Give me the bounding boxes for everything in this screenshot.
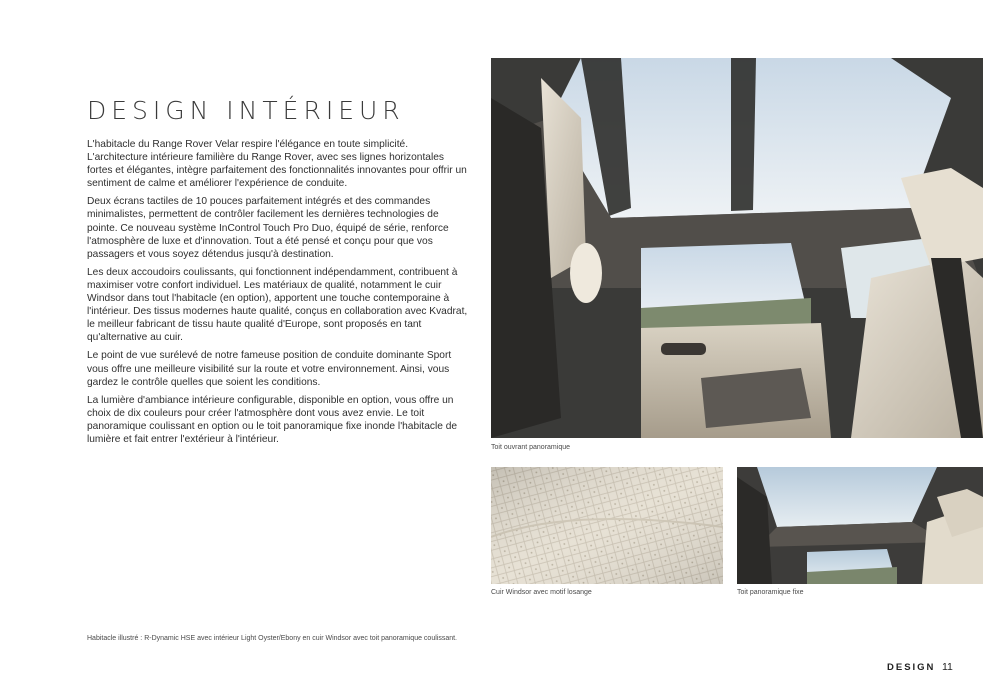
page-number: 11 — [942, 661, 953, 673]
body-text — [87, 138, 469, 451]
paragraph: Deux écrans tactiles de 10 pouces parfaitement intégrés et des commandes minimalistes, permettent de contrôler facilement les dernières technologies de pointe. Ce nouveau système InControl Touch Pro Duo, équipé de série, renforce l'atmosphère de luxe et d'innovation. Tout a été pensé et conçu pour que vos passagers et vous soyez détendus jusqu'à destination. — [87, 196, 449, 260]
footer-section-label: DESIGN — [887, 662, 936, 673]
panoramic-roof-photo — [491, 58, 983, 438]
footnote: Habitacle illustré : R-Dynamic HSE avec intérieur Light Oyster/Ebony en cuir Windsor avec toit panoramique coulissant. — [87, 635, 457, 642]
main-photo-caption: Toit ouvrant panoramique — [491, 444, 570, 451]
fixed-roof-photo — [737, 467, 983, 584]
leather-photo-caption: Cuir Windsor avec motif losange — [491, 589, 592, 596]
paragraph: La lumière d'ambiance intérieure configurable, disponible en option, vous offre un choix de dix couleurs pour créer l'atmosphère dont vous avez envie. Le toit panoramique coulissant en option ou le toit panoramique fixe inonde l'habitacle de lumière et fait entrer l'extérieur à l'intérieur. — [87, 394, 458, 445]
fixed-roof-photo-caption: Toit panoramique fixe — [737, 589, 804, 596]
paragraph: L'habitacle du Range Rover Velar respire l'élégance en toute simplicité. L'architecture intérieure familière du Range Rover, avec ses lignes horizontales fortes et élégantes, intègre parfaitement des fonctionnalités innovantes pour offrir un sentiment de calme et améliorer l'expérience de conduite. — [87, 139, 467, 190]
paragraph: Les deux accoudoirs coulissants, qui fonctionnent indépendamment, contribuent à maximiser votre confort individuel. Les matériaux de qualité, notamment le cuir Windsor dans tout l'habitacle (en option), apportent une touche contemporaine à l'intérieur. Des tissus modernes haute qualité, conçus en collaboration avec Kvadrat, le meilleur fabricant de tissu haute qualité d'Europe, sont proposés en tant qu'alternative au cuir. — [87, 266, 468, 344]
page-title: DESIGN INTÉRIEUR — [87, 96, 405, 125]
paragraph: Le point de vue surélevé de notre fameuse position de conduite dominante Sport vous offre une meilleure visibilité sur la route et votre environnement. Ainsi, vous gardez le contrôle quelles que soient les conditions. — [87, 350, 452, 388]
leather-detail-photo — [491, 467, 723, 584]
